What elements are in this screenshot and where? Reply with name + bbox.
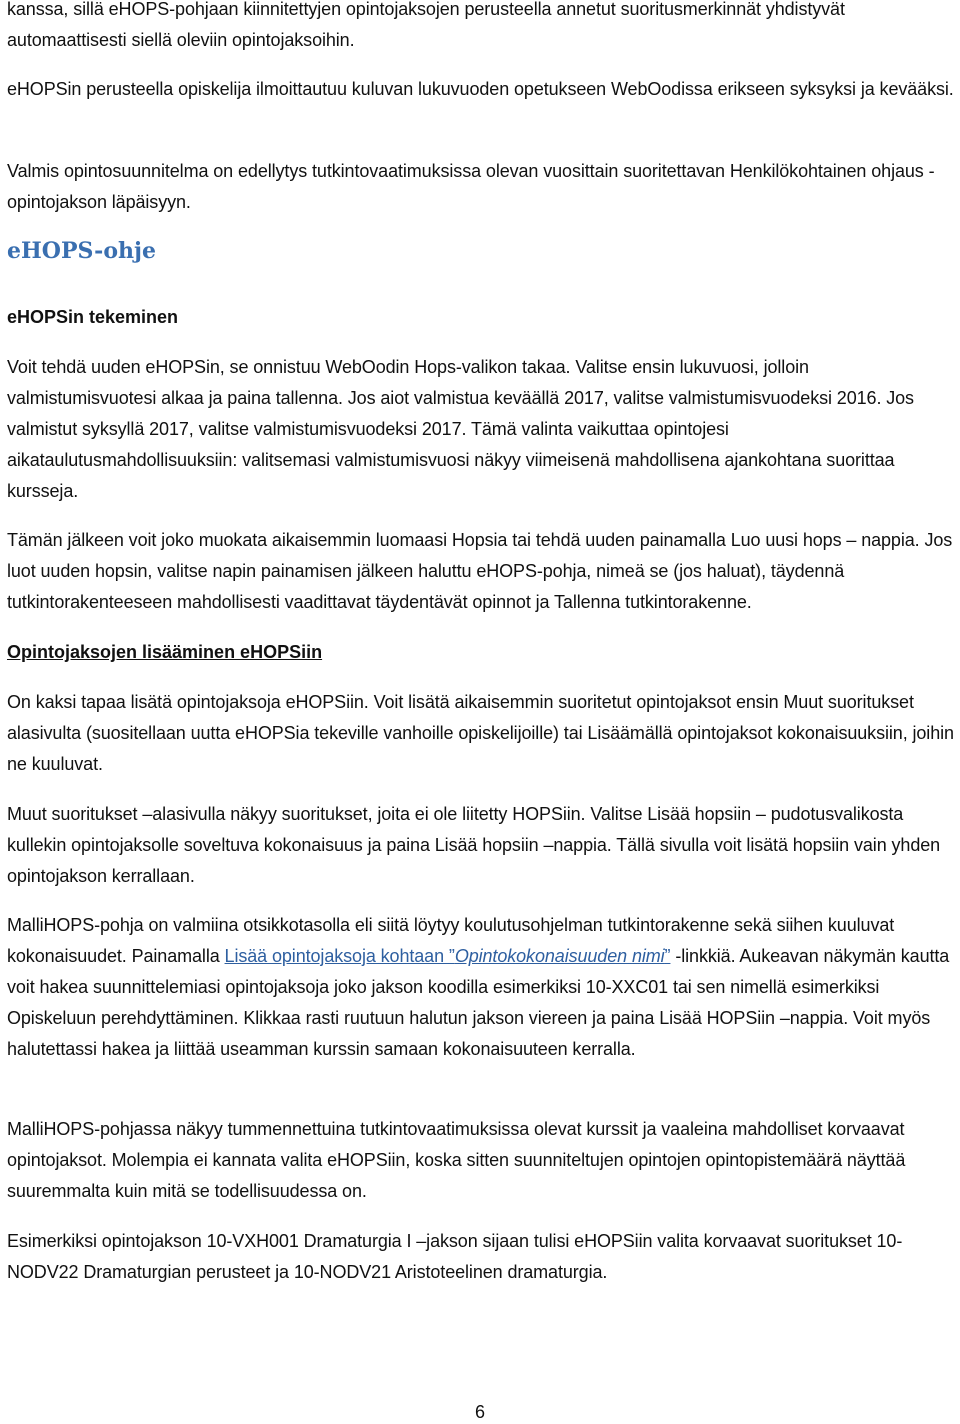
paragraph-darkened-courses: MalliHOPS-pohjassa näkyy tummennettuina tutkintovaatimuksissa olevat kurssit ja vaaleina mahdolliset korvaavat opintojaksot. Molempia ei kannata valita eHOPSiin, koska sitten suunniteltujen opintojen opintopistemäärä näyttää suuremmalta kuin mitä se todellisuudessa on.: [7, 1119, 906, 1201]
add-courses-link-italic: Opintokokonaisuuden nimi: [454, 946, 665, 966]
paragraph-editing-hops: Tämän jälkeen voit joko muokata aikaisemmin luomaasi Hopsia tai tehdä uuden painamalla Luo uusi hops – nappia. Jos luot uuden hopsin, valitse napin painamisen jälkeen haluttu eHOPS-pohja, nimeä se (jos haluat), täydennä tutkintorakenteeseen mahdollisesti vaadittavat täydentävät opinnot ja Tallenna tutkintorakenne.: [7, 530, 953, 612]
paragraph-two-ways: On kaksi tapaa lisätä opintojaksoja eHOPSiin. Voit lisätä aikaisemmin suoritetut opintojaksot ensin Muut suoritukset alasivulta (suositellaan uutta eHOPSia tekeville vanhoille opiskelijoille) tai Lisäämällä opintojaksot kokonaisuuksiin, joihin ne kuuluvat.: [7, 692, 954, 774]
section-heading-ehops-ohje: eHOPS-ohje: [7, 238, 156, 264]
paragraph-requirement: Valmis opintosuunnitelma on edellytys tutkintovaatimuksissa olevan vuosittain suoritettavan Henkilökohtainen ohjaus -opintojakson läpäisyyn.: [7, 161, 935, 212]
subheading-adding-courses-text: Opintojaksojen lisääminen eHOPSiin: [7, 642, 323, 662]
paragraph-registration: eHOPSin perusteella opiskelija ilmoittautuu kuluvan lukuvuoden opetukseen WebOodissa erikseen syksyksi ja kevääksi.: [7, 79, 954, 99]
paragraph-mallihops-start: MalliHOPS-pohja on valmiina otsikkotasolla eli siitä löytyy koulutusohjelman tutkintorakenne sekä siihen kuuluvat kokonaisuudet. Painamalla: [7, 915, 895, 966]
subheading-ehops-creation: eHOPSin tekeminen: [7, 307, 179, 327]
subheading-adding-courses: [7, 637, 322, 668]
page-number: 6: [474, 1402, 485, 1422]
add-courses-link[interactable]: [225, 946, 671, 966]
paragraph-example: Esimerkiksi opintojakson 10-VXH001 Dramaturgia I –jakson sijaan tulisi eHOPSiin valita korvaavat suoritukset 10-NODV22 Dramaturgian perusteet ja 10-NODV21 Aristoteelinen dramaturgia.: [7, 1231, 903, 1282]
add-courses-link-end: ”: [664, 946, 671, 966]
paragraph-mallihops-rest: -linkkiä. Aukeavan näkymän kautta voit hakea suunnittelemiasi opintojaksoja joko jakson koodilla esimerkiksi 10-XXC01 tai sen nimellä esimerkiksi Opiskeluun perehdyttäminen. Klikkaa rasti ruutuun halutun jakson viereen ja paina Lisää HOPSiin –nappia. Voit myös halutettassi hakea ja liittää useamman kurssin samaan kokonaisuuteen kerralla.: [7, 946, 950, 1059]
paragraph-creating-ehops: Voit tehdä uuden eHOPSin, se onnistuu WebOodin Hops-valikon takaa. Valitse ensin lukuvuosi, jolloin valmistumisvuotesi alkaa ja paina tallenna. Jos aiot valmistua keväällä 2017, valitse valmistumisvuodeksi 2016. Jos valmistut syksyllä 2017, valitse valmistumisvuodeksi 2017. Tämä valinta vaikuttaa opintojesi aikataulutusmahdollisuuksiin: valitsemasi valmistumisvuosi näkyy viimeisenä mahdollisena ajankohtana suorittaa kursseja.: [7, 357, 914, 501]
add-courses-link-text: Lisää opintojaksoja kohtaan ”: [224, 946, 455, 966]
paragraph-mallihops: [7, 910, 957, 1065]
paragraph-other-completions: Muut suoritukset –alasivulla näkyy suoritukset, joita ei ole liitetty HOPSiin. Valitse Lisää hopsiin – pudotusvalikosta kullekin opintojaksolle soveltuva kokonaisuus ja paina Lisää hopsiin –nappia. Tällä sivulla voit lisätä hopsiin vain yhden opintojakson kerrallaan.: [7, 804, 941, 886]
paragraph-intro-continuation: kanssa, sillä eHOPS-pohjaan kiinnitettyjen opintojaksojen perusteella annetut suoritusmerkinnät yhdistyvät automaattisesti siellä oleviin opintojaksoihin.: [7, 0, 845, 50]
